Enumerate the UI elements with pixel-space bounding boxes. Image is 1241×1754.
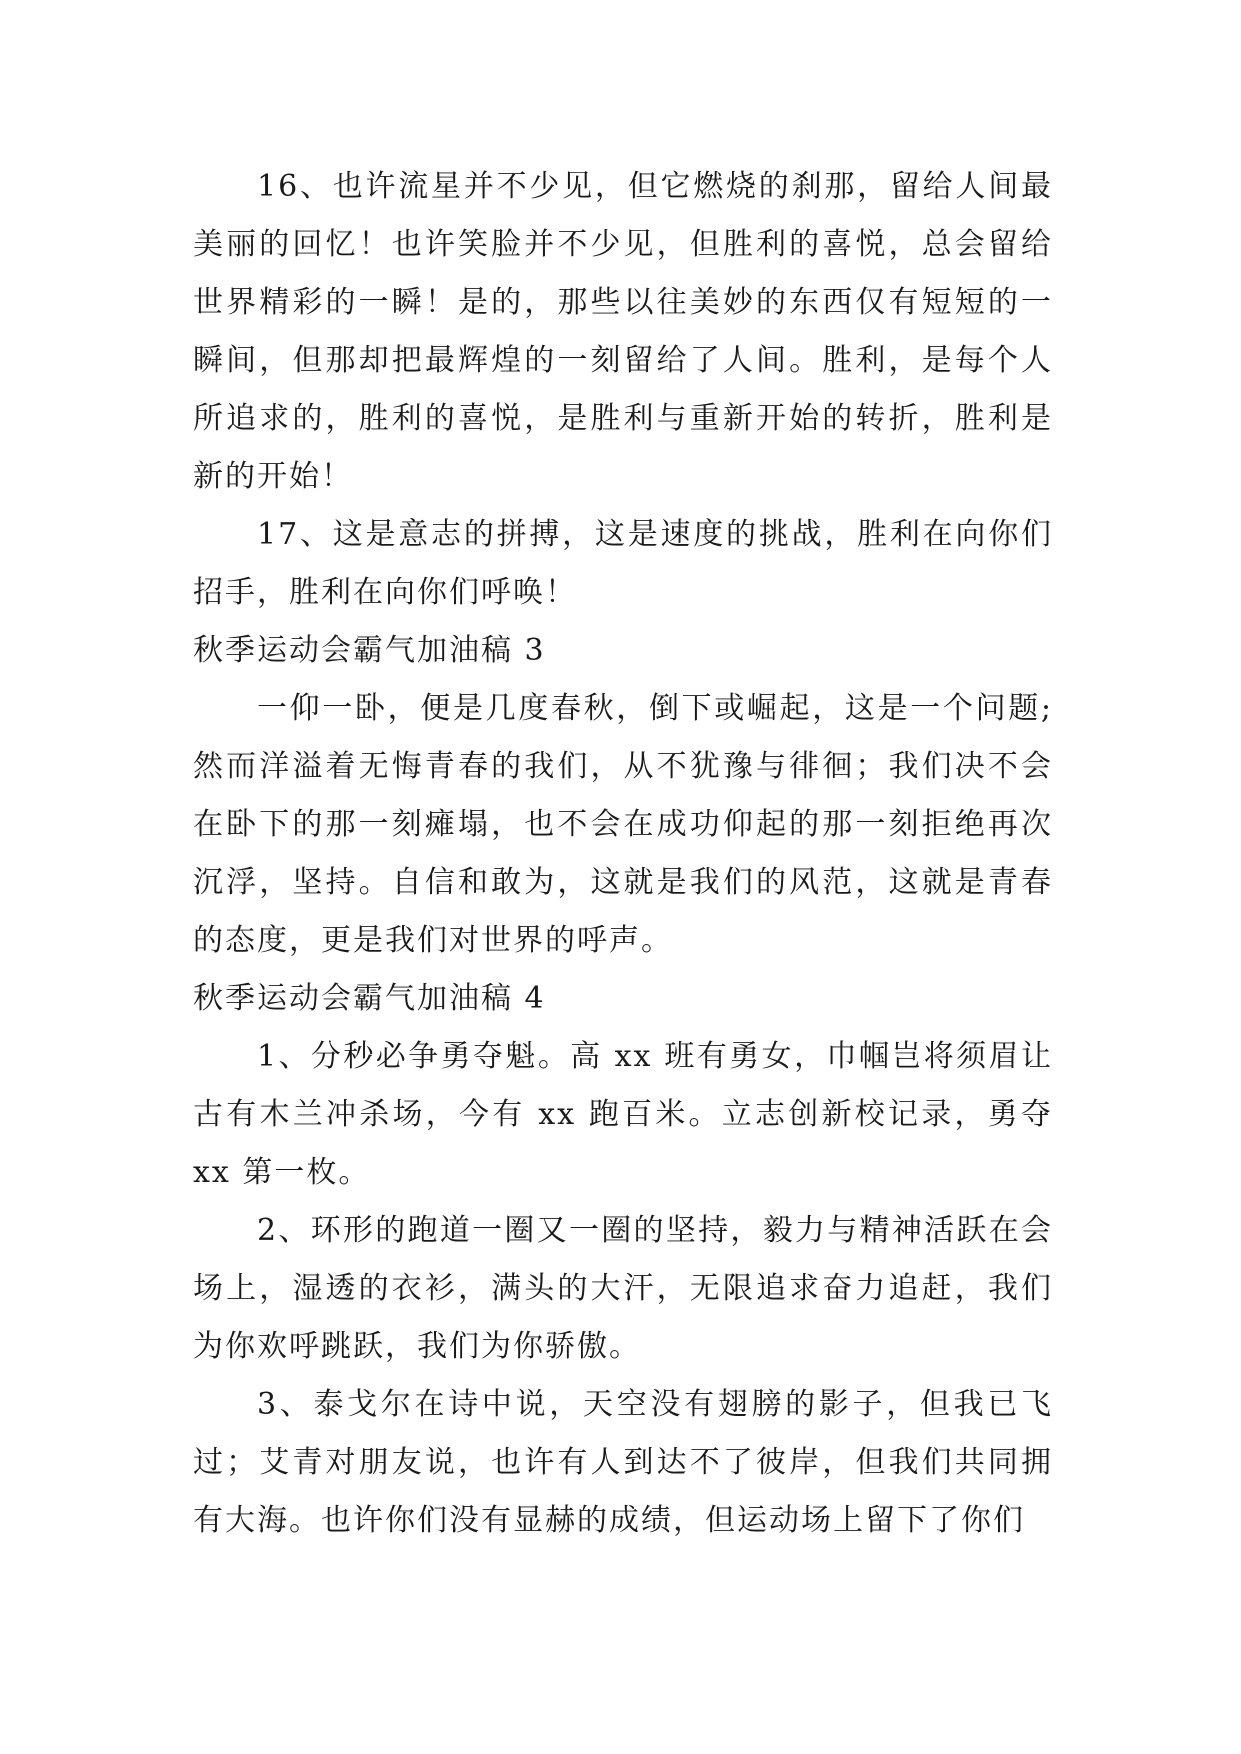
section-heading-3: 秋季运动会霸气加油稿 3: [193, 633, 546, 668]
paragraph-17: 17、这是意志的拼搏，这是速度的挑战，胜利在向你们招手，胜利在向你们呼唤！: [193, 517, 1053, 610]
paragraph-item-3: 3、泰戈尔在诗中说，天空没有翅膀的影子，但我已飞过；艾青对朋友说，也许有人到达不了彼岸，但我们共同拥有大海。也许你们没有显赫的成绩，但运动场上留下了你们: [193, 1387, 1053, 1538]
document-page: [193, 158, 1053, 1550]
paragraph-item-1: 1、分秒必争勇夺魁。高 xx 班有勇女，巾帼岂将须眉让古有木兰冲杀场，今有 xx 跑百米。立志创新校记录，勇夺 xx 第一枚。: [193, 1039, 1053, 1190]
paragraph-16: 16、也许流星并不少见，但它燃烧的刹那，留给人间最美丽的回忆！也许笑脸并不少见，但胜利的喜悦，总会留给世界精彩的一瞬！是的，那些以往美妙的东西仅有短短的一瞬间，但那却把最辉煌的一刻留给了人间。胜利，是每个人所追求的，胜利的喜悦，是胜利与重新开始的转折，胜利是新的开始！: [193, 169, 1053, 494]
section-heading-4: 秋季运动会霸气加油稿 4: [193, 981, 546, 1016]
paragraph-item-2: 2、环形的跑道一圈又一圈的坚持，毅力与精神活跃在会场上，湿透的衣衫，满头的大汗，无限追求奋力追赶，我们为你欢呼跳跃，我们为你骄傲。: [193, 1213, 1053, 1364]
paragraph-section3: 一仰一卧，便是几度春秋，倒下或崛起，这是一个问题;然而洋溢着无悔青春的我们，从不犹豫与徘徊；我们决不会在卧下的那一刻瘫塌，也不会在成功仰起的那一刻拒绝再次沉浮，坚持。自信和敢为，这就是我们的风范，这就是青春的态度，更是我们对世界的呼声。: [193, 691, 1053, 958]
